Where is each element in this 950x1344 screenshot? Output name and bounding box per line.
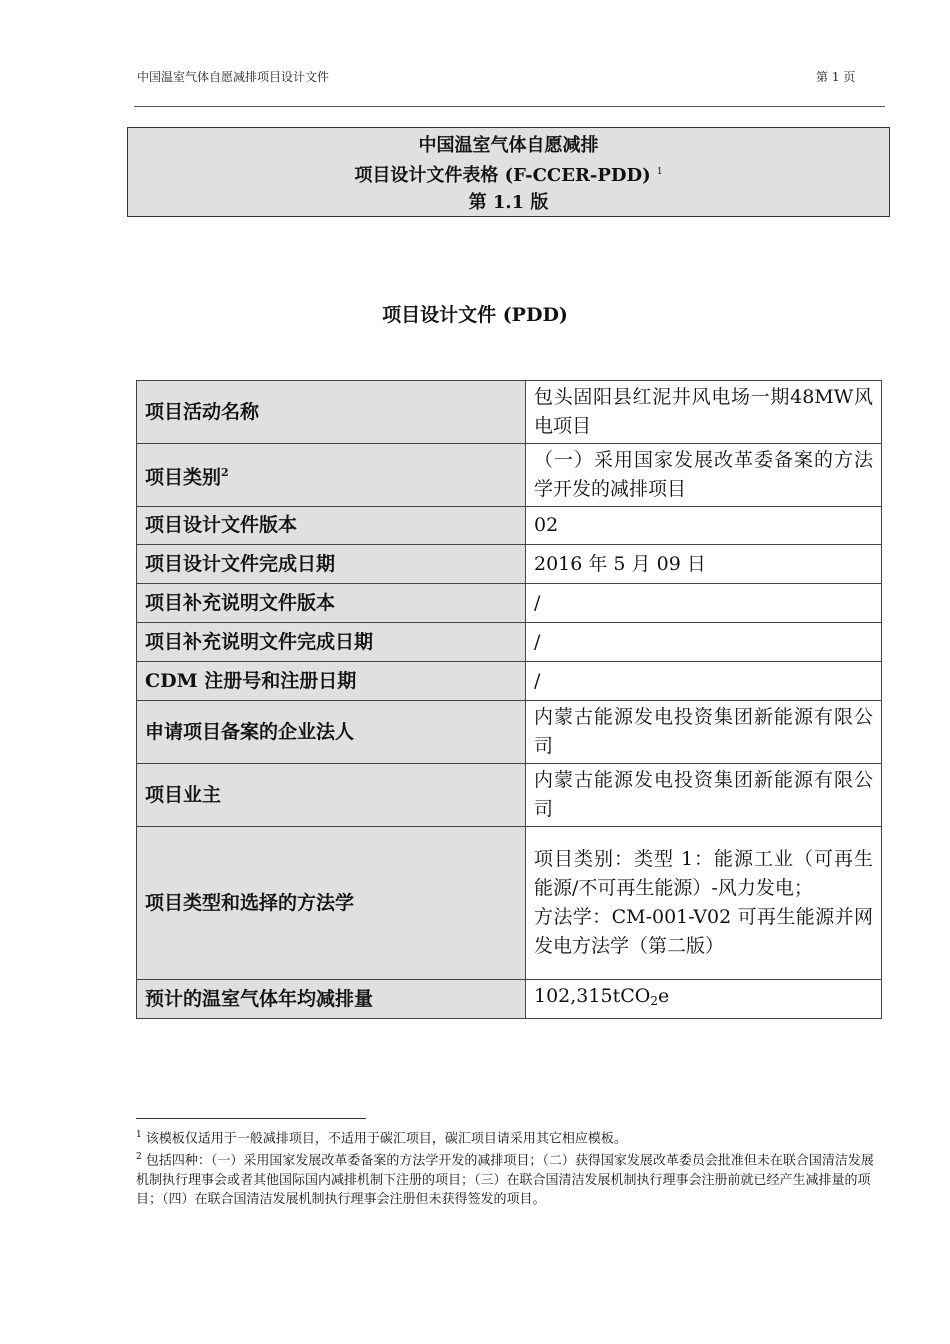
page-title: 项目设计文件 (PDD) (382, 304, 568, 326)
footnote-2: $^2$ 包括四种：（一）采用国家发展改革委备案的方法学开发的减排项目；（二）获得国家发展改革委员会批准但未在联合国清洁发展机制执行理事会或者其他国际国内减排机制下注册的项目；（三）在联合国清洁发展机制执行理事会注册前就已经产生减排量的项目；（四）在联合国清洁发展机制执行理事会注册但未获得签发的项目。 (136, 1152, 874, 1207)
table-row (137, 701, 882, 764)
table-row (137, 980, 882, 1019)
methodology-text: 方法学：CM-001-V02 可再生能源并网发电方法学（第二版） (534, 906, 873, 957)
form-version: 第 1.1 版 (468, 192, 549, 213)
table-label: 项目业主 (137, 764, 526, 827)
table-label: 项目类别$^2$ (137, 444, 526, 507)
project-category-text: 项目类别：类型 1：能源工业（可再生能源/不可再生能源）-风力发电； (534, 848, 873, 899)
table-row (137, 623, 882, 662)
table-value: 包头固阳县红泥井风电场一期48MW风电项目 (526, 381, 882, 444)
table-value: / (526, 623, 882, 662)
table-label: 项目补充说明文件完成日期 (137, 623, 526, 662)
footnote-ref-2: 2 (221, 465, 229, 479)
table-row (137, 507, 882, 545)
table-row (137, 381, 882, 444)
table-value (526, 827, 882, 980)
table-row (137, 444, 882, 507)
table-row (137, 584, 882, 623)
table-value: 内蒙古能源发电投资集团新能源有限公司 (526, 764, 882, 827)
table-label: 申请项目备案的企业法人 (137, 701, 526, 764)
form-title-box (127, 127, 890, 217)
table-value: / (526, 662, 882, 701)
table-row (137, 545, 882, 584)
table-value: （一）采用国家发展改革委备案的方法学开发的减排项目 (526, 444, 882, 507)
header-doc-name: 中国温室气体自愿减排项目设计文件 (137, 70, 330, 84)
table-row (137, 662, 882, 701)
table-label: 项目设计文件完成日期 (137, 545, 526, 584)
header-divider (134, 106, 885, 107)
table-row (137, 827, 882, 980)
form-title-line1: 中国温室气体自愿减排 (418, 135, 599, 156)
table-value: 2016 年 5 月 09 日 (526, 545, 882, 584)
table-label: 预计的温室气体年均减排量 (137, 980, 526, 1019)
footnote-1: $^1$ 该模板仅适用于一般减排项目，不适用于碳汇项目，碳汇项目请采用其它相应模板。 (136, 1130, 627, 1147)
table-label: 项目补充说明文件版本 (137, 584, 526, 623)
footnote-ref-1: 1 (656, 167, 663, 177)
header-page-number: 第 1 页 (816, 70, 856, 84)
table-value: 102,315tCO$_2$e (526, 980, 882, 1019)
table-value: 内蒙古能源发电投资集团新能源有限公司 (526, 701, 882, 764)
form-title-line2: 项目设计文件表格 (F-CCER-PDD) $^1$ (354, 165, 663, 186)
table-row (137, 764, 882, 827)
table-label: 项目设计文件版本 (137, 507, 526, 545)
table-value: / (526, 584, 882, 623)
table-label: 项目类型和选择的方法学 (137, 827, 526, 980)
footnotes (136, 1126, 880, 1209)
footnote-divider (136, 1118, 366, 1119)
table-value: 02 (526, 507, 882, 545)
table-label: CDM 注册号和注册日期 (137, 662, 526, 701)
project-info-table (136, 380, 882, 1019)
table-label: 项目活动名称 (137, 381, 526, 444)
